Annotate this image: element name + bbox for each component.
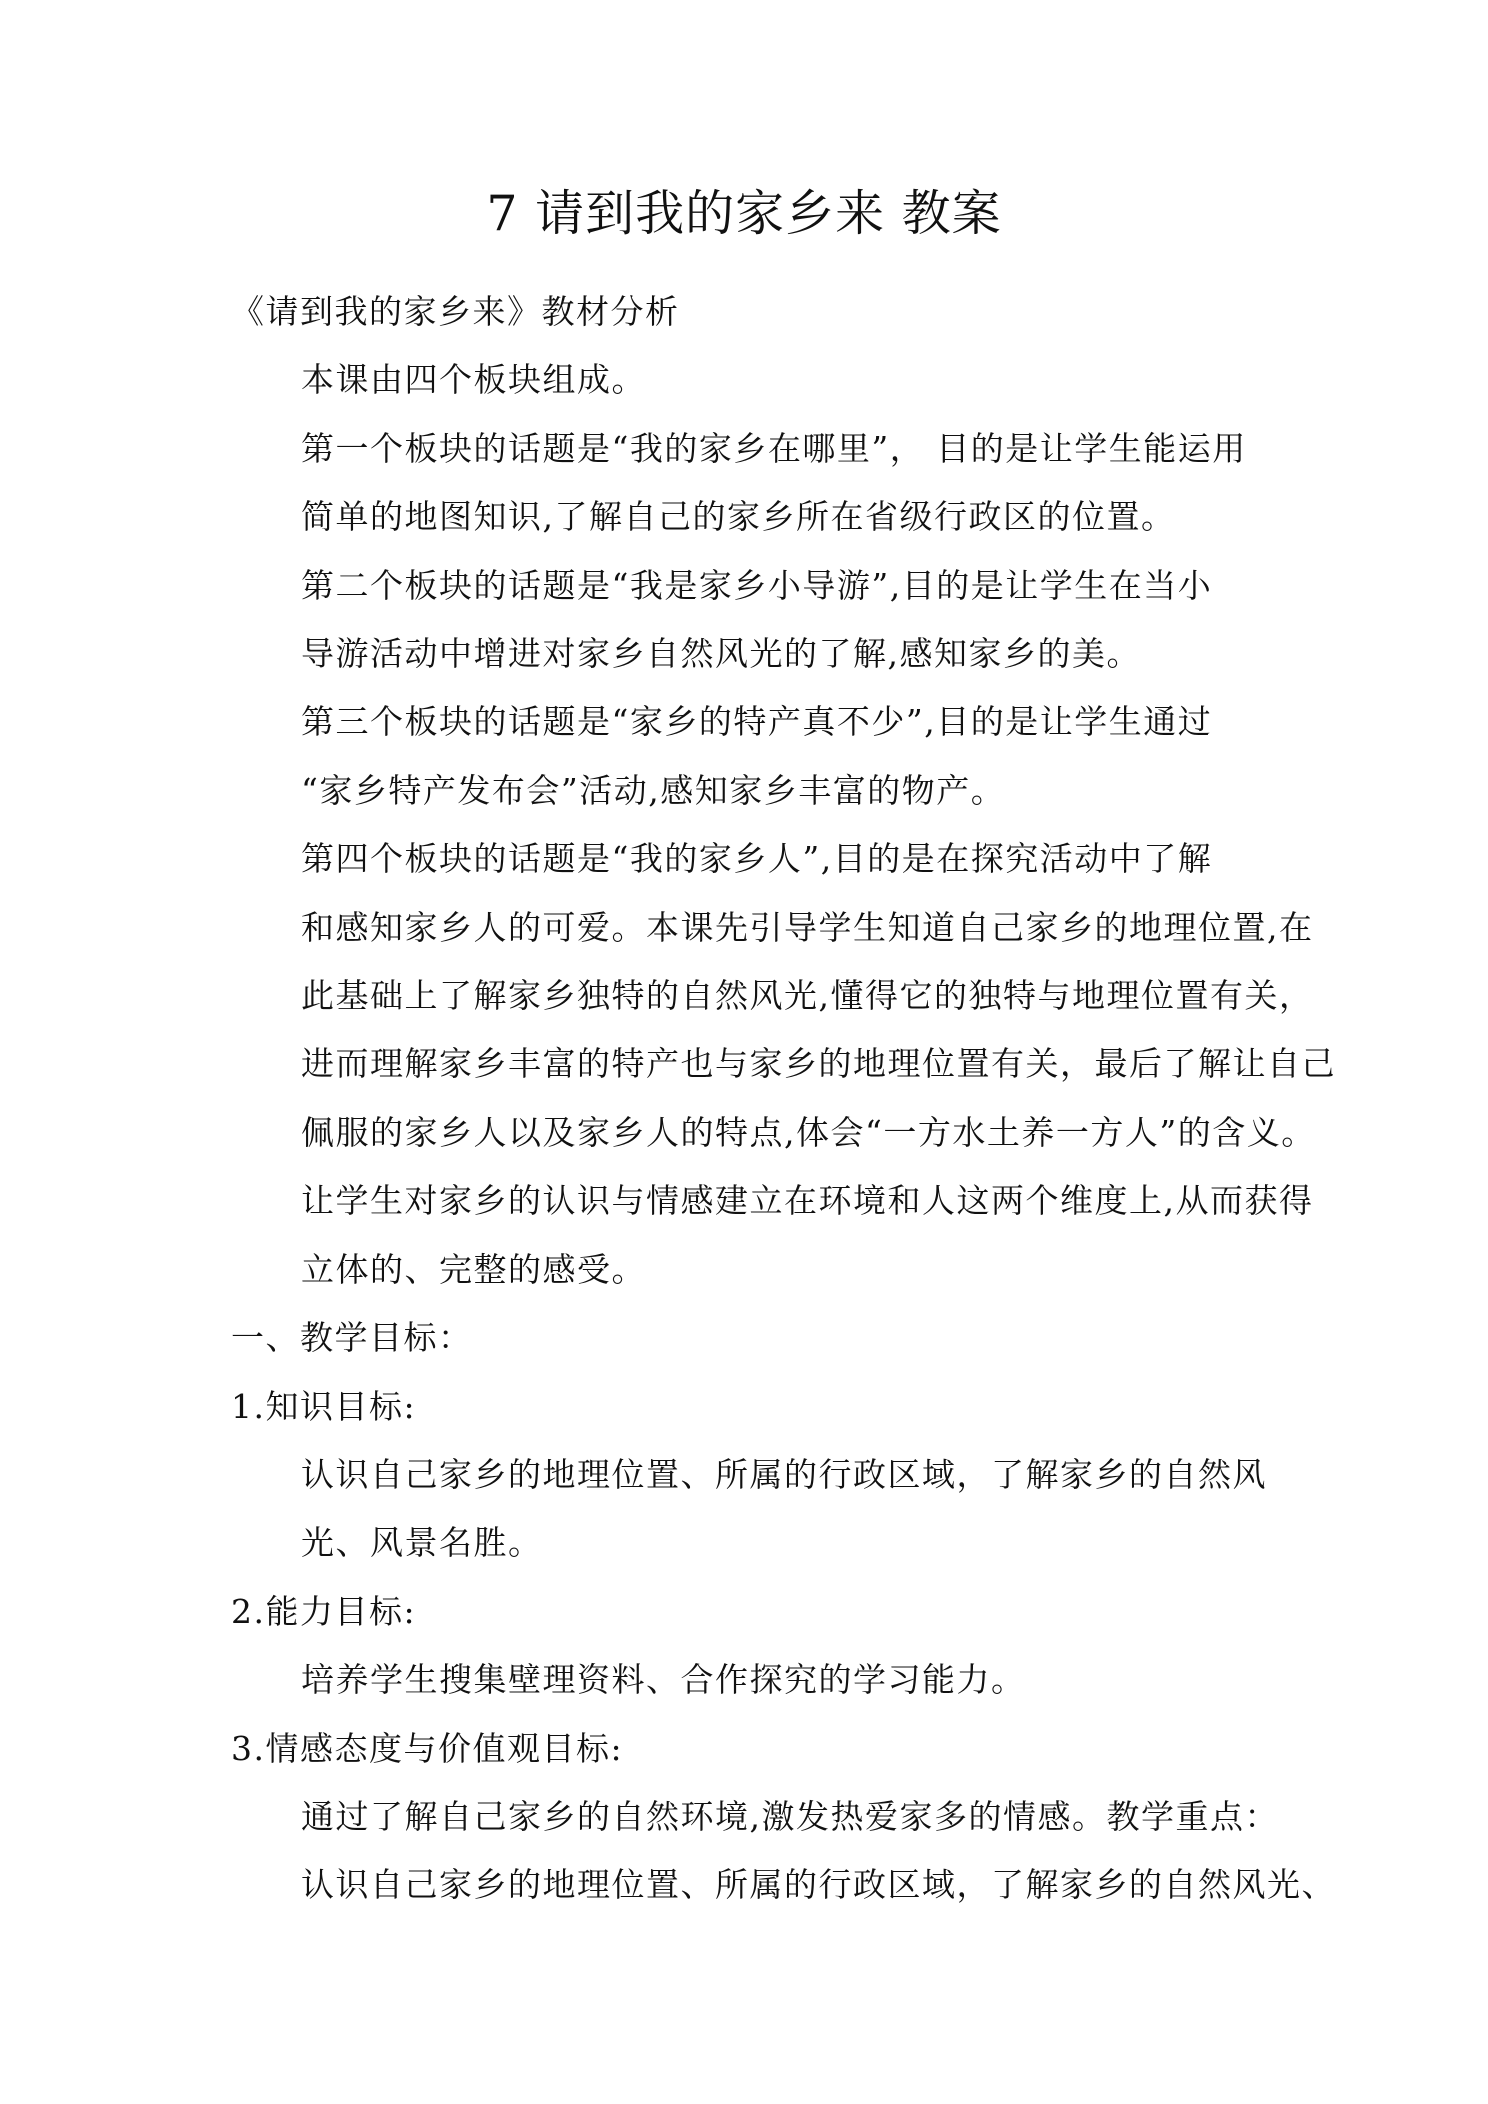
paragraph (231, 1646, 1291, 1714)
text-line: 通过了解自己家乡的自然环境,激发热爱家多的情感。教学重点： (301, 1796, 1279, 1836)
document-title: 7 请到我的家乡来 教案 (486, 185, 1002, 242)
text-line: 立体的、完整的感受。 (301, 1249, 646, 1289)
text-line: 认识自己家乡的地理位置、所属的行政区域，了解家乡的自然风光、 (301, 1865, 1336, 1905)
text-line: 第四个板块的话题是“我的家乡人”,目的是在探究活动中了解 (301, 839, 1213, 879)
text-line: 和感知家乡人的可爱。本课先引导学生知道自己家乡的地理位置,在 (301, 907, 1314, 947)
text-line: 1.知识目标: (231, 1386, 417, 1426)
text-line: 光、风景名胜。 (301, 1523, 543, 1563)
paragraph (231, 1578, 1291, 1646)
paragraph (231, 1373, 1291, 1441)
paragraph (231, 552, 1291, 689)
text-line: 3.情感态度与价值观目标: (231, 1728, 624, 1768)
paragraph (231, 688, 1291, 825)
text-line: 一、教学目标： (231, 1318, 473, 1358)
paragraph (231, 825, 1336, 1304)
text-line: 第一个板块的话题是“我的家乡在哪里”， 目的是让学生能运用 (301, 428, 1247, 468)
document-body (231, 278, 1336, 1920)
paragraph (231, 1715, 1291, 1783)
text-line: 本课由四个板块组成。 (301, 360, 646, 400)
text-line: 让学生对家乡的认识与情感建立在环境和人这两个维度上,从而获得 (301, 1181, 1314, 1221)
paragraph (231, 278, 1291, 346)
text-line: 培养学生搜集壁理资料、合作探究的学习能力。 (301, 1660, 1026, 1700)
paragraph (231, 346, 1291, 414)
paragraph (231, 1783, 1336, 1920)
paragraph (231, 415, 1291, 552)
text-line: 导游活动中增进对家乡自然风光的了解,感知家乡的美。 (301, 634, 1141, 674)
text-line: 2.能力目标: (231, 1591, 417, 1631)
text-line: 简单的地图知识,了解自己的家乡所在省级行政区的位置。 (301, 497, 1176, 537)
text-line: 佩服的家乡人以及家乡人的特点,体会“一方水土养一方人”的含义。 (301, 1112, 1316, 1152)
text-line: 第二个板块的话题是“我是家乡小导游”,目的是让学生在当小 (301, 565, 1213, 605)
paragraph (231, 1441, 1291, 1578)
text-line: 此基础上了解家乡独特的自然风光,懂得它的独特与地理位置有关， (301, 976, 1314, 1016)
text-line: 进而理解家乡丰富的特产也与家乡的地理位置有关，最后了解让自己 (301, 1044, 1336, 1084)
text-line: 认识自己家乡的地理位置、所属的行政区域，了解家乡的自然风 (301, 1454, 1267, 1494)
text-line: “家乡特产发布会”活动,感知家乡丰富的物产。 (301, 770, 1006, 810)
text-line: 《请到我的家乡来》教材分析 (231, 292, 680, 331)
text-line: 第三个板块的话题是“家乡的特产真不少”,目的是让学生通过 (301, 702, 1213, 742)
paragraph (231, 1304, 1291, 1372)
